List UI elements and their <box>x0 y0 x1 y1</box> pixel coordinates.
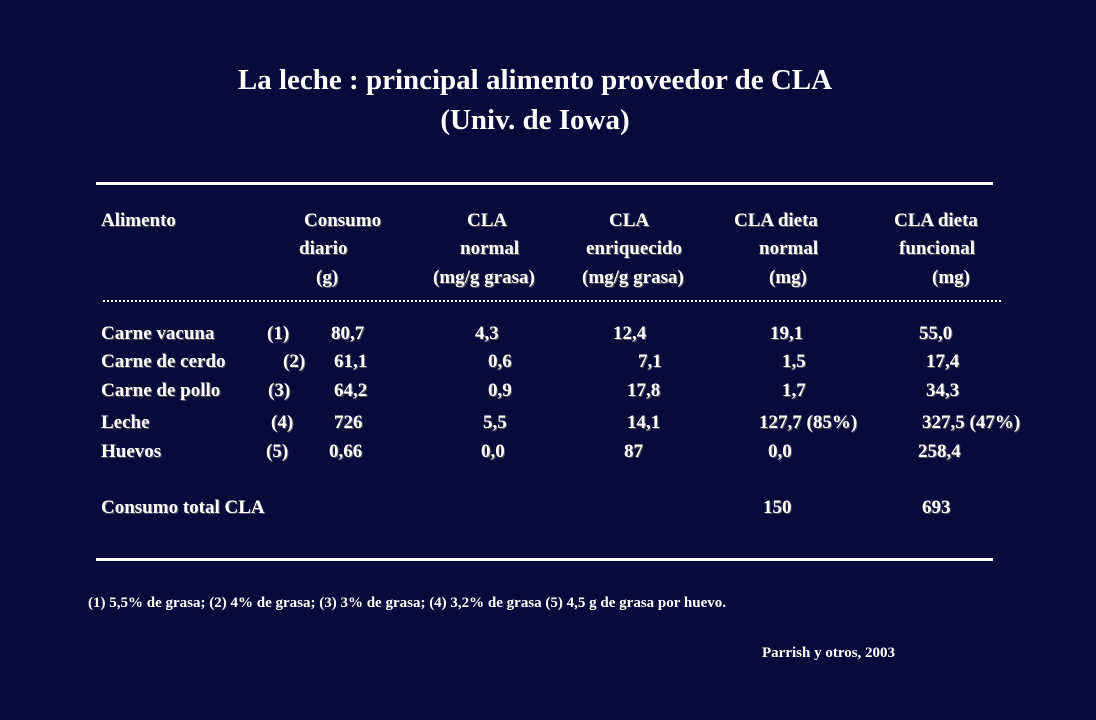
header-consumo-2: diario <box>299 238 348 259</box>
row-food: Leche <box>101 412 150 433</box>
header-cla-enriquecido-1: CLA <box>609 210 650 231</box>
row-cla-enriquecido: 12,4 <box>613 323 647 344</box>
row-food: Huevos <box>101 441 162 462</box>
source-citation: Parrish y otros, 2003 <box>762 645 896 661</box>
row-cla-enriquecido: 17,8 <box>627 380 661 401</box>
row-dieta-normal: 1,7 <box>782 380 806 401</box>
row-dieta-normal: 127,7 (85%) <box>759 412 858 433</box>
row-ref: (4) <box>271 412 294 433</box>
row-food: Carne de cerdo <box>101 351 226 372</box>
row-dieta-normal: 0,0 <box>768 441 792 462</box>
row-food: Carne de pollo <box>101 380 221 401</box>
header-dieta-normal-3: (mg) <box>769 267 807 288</box>
total-dieta-funcional: 693 <box>922 497 951 518</box>
row-dieta-funcional: 327,5 (47%) <box>922 412 1021 433</box>
row-cla-normal: 0,0 <box>481 441 505 462</box>
row-consumo: 64,2 <box>334 380 368 401</box>
footnote: (1) 5,5% de grasa; (2) 4% de grasa; (3) 3% de grasa; (4) 3,2% de grasa (5) 4,5 g de grasa por huevo. <box>88 595 726 611</box>
header-cla-normal-3: (mg/g grasa) <box>433 267 535 288</box>
header-cla-enriquecido-2: enriquecido <box>586 238 683 259</box>
row-ref: (5) <box>266 441 289 462</box>
row-consumo: 61,1 <box>334 351 368 372</box>
row-ref: (2) <box>283 351 306 372</box>
row-ref: (1) <box>267 323 290 344</box>
total-dieta-normal: 150 <box>763 497 792 518</box>
top-rule <box>96 182 993 185</box>
row-dieta-normal: 19,1 <box>770 323 804 344</box>
bottom-rule <box>96 558 993 561</box>
header-consumo-1: Consumo <box>304 210 382 231</box>
row-consumo: 726 <box>334 412 363 433</box>
row-cla-normal: 0,9 <box>488 380 512 401</box>
header-separator <box>103 300 1001 302</box>
header-alimento: Alimento <box>101 210 176 231</box>
header-cla-normal-2: normal <box>460 238 520 259</box>
row-cla-enriquecido: 87 <box>624 441 643 462</box>
row-dieta-funcional: 34,3 <box>926 380 960 401</box>
header-dieta-funcional-1: CLA dieta <box>894 210 978 231</box>
header-cla-normal-1: CLA <box>467 210 508 231</box>
row-food: Carne vacuna <box>101 323 215 344</box>
row-dieta-normal: 1,5 <box>782 351 806 372</box>
row-cla-normal: 4,3 <box>475 323 499 344</box>
row-cla-normal: 5,5 <box>483 412 507 433</box>
title-line-1: La leche : principal alimento proveedor de CLA <box>237 64 833 96</box>
header-dieta-normal-2: normal <box>759 238 819 259</box>
header-dieta-normal-1: CLA dieta <box>734 210 818 231</box>
row-consumo: 80,7 <box>331 323 365 344</box>
row-dieta-funcional: 55,0 <box>919 323 953 344</box>
header-dieta-funcional-3: (mg) <box>932 267 970 288</box>
header-cla-enriquecido-3: (mg/g grasa) <box>582 267 684 288</box>
title-line-2: (Univ. de Iowa) <box>440 104 630 136</box>
row-cla-normal: 0,6 <box>488 351 512 372</box>
row-dieta-funcional: 258,4 <box>918 441 961 462</box>
total-label: Consumo total CLA <box>101 497 265 518</box>
row-dieta-funcional: 17,4 <box>926 351 960 372</box>
row-ref: (3) <box>268 380 291 401</box>
row-cla-enriquecido: 7,1 <box>638 351 662 372</box>
header-consumo-3: (g) <box>316 267 339 288</box>
row-consumo: 0,66 <box>329 441 363 462</box>
row-cla-enriquecido: 14,1 <box>627 412 661 433</box>
header-dieta-funcional-2: funcional <box>899 238 976 259</box>
